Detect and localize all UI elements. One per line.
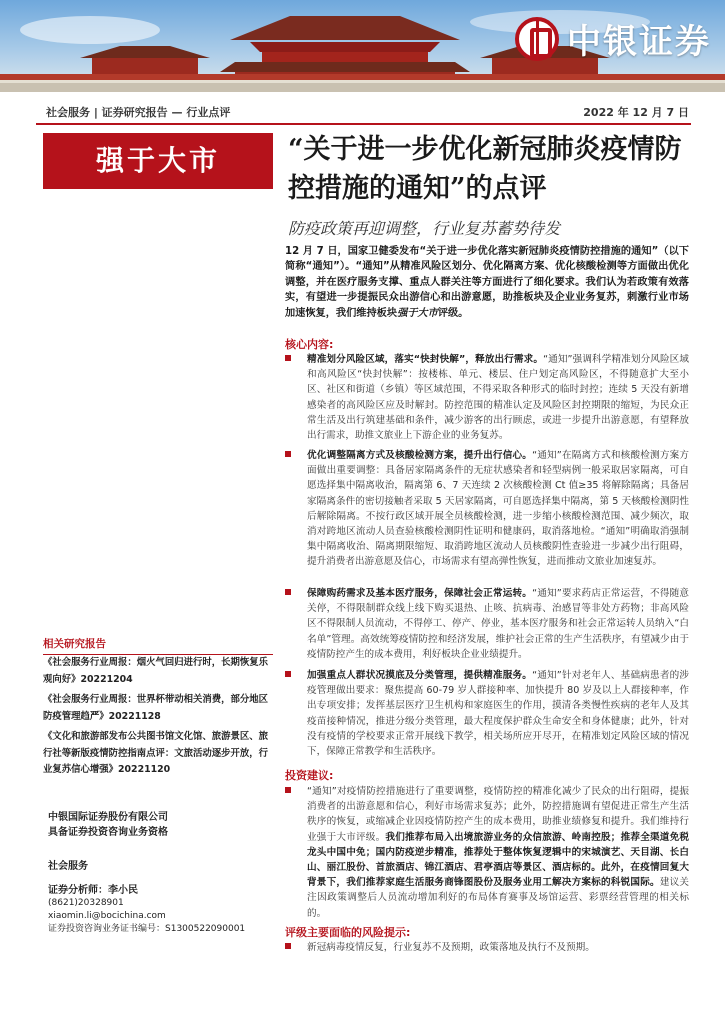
related-report-link[interactable]: 《社会服务行业周报：世界杯带动相关消费，部分地区防疫管理趋严》20221128 bbox=[43, 694, 269, 722]
core-item-text: “通知”要求药店正常运营，不得随意关停，不得限制群众线上线下购买退热、止咳、抗病毒、治感冒等非处方药物；非高风险区不得限制人员流动，不得停工、停产、停业，基本医疗服务和社会正常运转人员纳入“白名单”管理。高效统筹疫情防控和经济发展，维护社会正常的生产生活秩序，有望减少由于疫情防控产生的成本费用，利好板块企业业绩提升。 bbox=[307, 588, 689, 660]
page-title: “关于进一步优化新冠肺炎疫情防控措施的通知”的点评 bbox=[288, 134, 682, 204]
bullet-square-icon bbox=[285, 943, 291, 949]
analyst-name: 李小民 bbox=[108, 885, 138, 896]
risk-heading: 评级主要面临的风险提示: bbox=[285, 926, 411, 939]
bullet-square-icon bbox=[285, 671, 291, 677]
risk-text: 新冠病毒疫情反复，行业复苏不及预期，政策落地及执行不及预期。 bbox=[307, 942, 595, 953]
bank-of-china-logo-icon bbox=[515, 17, 559, 61]
investment-paragraph bbox=[285, 784, 689, 921]
header-banner bbox=[0, 0, 725, 92]
core-item-4 bbox=[285, 668, 689, 759]
firm-info bbox=[48, 810, 168, 840]
bullet-square-icon bbox=[285, 355, 291, 361]
sector-label: 社会服务 bbox=[48, 861, 88, 872]
analyst-email[interactable]: xiaomin.li@bocichina.com bbox=[48, 911, 166, 921]
firm-qualification: 具备证券投资咨询业务资格 bbox=[48, 827, 168, 838]
investment-text-b: 我们推荐布局入出境旅游业务的众信旅游、岭南控股；推荐全渠道免税龙头中国中免；国内防疫逆步精准，推荐处于整体恢复逻辑中的宋城演艺、天目湖、长白山、丽江股份、首旅酒店、锦江酒店、君亭酒店等景区、酒店标的。此外，在疫情回复大背景下，我们推荐家庭生活服务商锋图股份及服务业用工解决方案标的科锐国际。 bbox=[307, 831, 690, 889]
risk-paragraph bbox=[285, 940, 689, 955]
core-item-text: “通知”针对老年人、基础病患者的涉疫管理做出要求：聚焦提高 60-79 岁人群接种率、加快提升 80 岁及以上人群接种率，作出专项安排；发挥基层医疗卫生机构和家庭医生的作用，摸清各类慢性疾病的老年人及其疫苗接种情况，推进分级分类管理，最大程度保护群众生命安全和身体健康；此外，针对没有疫情的学校要求正常开展线下教学，相关场所应开尽开，在精准划定风险区域的情况下，保障正常教学和生活秩序。 bbox=[307, 670, 689, 758]
intro-end: 评级。 bbox=[437, 307, 469, 319]
bullet-square-icon bbox=[285, 589, 291, 595]
core-item-lead: 保障购药需求及基本医疗服务，保障社会正常运转。 bbox=[307, 588, 533, 599]
bullet-square-icon bbox=[285, 787, 291, 793]
intro-paragraph bbox=[285, 244, 689, 321]
rating-badge: 强于大市 bbox=[43, 133, 273, 189]
core-item-1 bbox=[285, 352, 689, 443]
investment-heading: 投资建议: bbox=[285, 769, 334, 782]
page-subtitle: 防疫政策再迎调整，行业复苏蓄势待发 bbox=[288, 219, 561, 238]
related-report-link[interactable]: 《文化和旅游部发布公共图书馆文化馆、旅游景区、旅行社等新版疫情防控指南点评：文旅活动逐步开放，行业复苏信心增强》20221120 bbox=[43, 731, 269, 775]
core-item-text: “通知”在隔离方式和核酸检测方案方面做出重要调整：具备居家隔离条件的无症状感染者和轻型病例一般采取居家隔离，可自愿选择集中隔离收治，隔离第 6、7 天连续 2 次核酸检测 Ct 值≥35 将解除隔离；具备居家隔离条件的密切接触者采取 5 天居家隔离，可自愿选择集中隔离，第 5 天核酸检测阴性后解除隔离。不按行政区域开展全员核酸检测，进一步缩小核酸检测范围、减少频次，取消对跨地区流动人员查验核酸检测阴性证明和健康码，取消落地检。“通知”明确取消强制集中隔离收治、隔离期限缩短、取消跨地区流动人员核酸阴性查验进一步减少出行阻碍，提升消费者出游意愿及信心，市场需求有望高弹性恢复，进而推动文旅业加速复苏。 bbox=[307, 450, 689, 568]
firm-name: 中银国际证券股份有限公司 bbox=[48, 812, 168, 823]
core-item-3 bbox=[285, 586, 689, 662]
core-heading: 核心内容: bbox=[285, 338, 334, 351]
report-date: 2022 年 12 月 7 日 bbox=[583, 106, 689, 119]
analyst-contact bbox=[48, 897, 245, 936]
breadcrumb: 社会服务 | 证券研究报告 — 行业点评 bbox=[46, 106, 231, 119]
brand-logo bbox=[515, 14, 711, 63]
investment-text-a: “通知”对疫情防控措施进行了重要调整，疫情防控的精准化减少了民众的出行阻碍，提振消费者的出游意愿和信心，利好市场需求复苏；此外，防控措施调有望促进正常生产生活秩序的恢复，或缩减企业因疫情防控产生的成本费用，助推业绩修复和提升。我们维持行业强于大市评级。 bbox=[307, 786, 689, 843]
analyst-certificate: 证券投资咨询业务证书编号：S1300522090001 bbox=[48, 924, 246, 934]
core-item-2 bbox=[285, 448, 689, 570]
related-reports-heading: 相关研究报告 bbox=[43, 636, 273, 655]
analyst-label: 证券分析师： bbox=[48, 885, 108, 896]
intro-main: 12 月 7 日，国家卫健委发布“关于进一步优化落实新冠肺炎疫情防控措施的通知”（以下简称“通知”）。“通知”从精准风险区划分、优化隔离方案、优化核酸检测等方面做出优化调整，并在医疗服务支撑、重点人群关注等方面进行了细化要求。我们认为若政策有效落实，有望进一步提振民众出游信心和出游意愿，助推板块及企业业务复苏，刺激行业市场加速恢复，我们维持板块 bbox=[285, 246, 689, 319]
bullet-square-icon bbox=[285, 451, 291, 457]
investment-text-c: 建议关注因政策调整后人员流动增加利好的布局体育赛事及场馆运营、彩票经营管理的相关标的。 bbox=[307, 877, 690, 919]
analyst-phone: (8621)20328901 bbox=[48, 898, 124, 908]
logo-text: 中银证券 bbox=[567, 22, 711, 62]
core-item-lead: 精准划分风险区域，落实“快封快解”，释放出行需求。 bbox=[307, 354, 544, 365]
core-item-lead: 加强重点人群状况摸底及分类管理，提供精准服务。 bbox=[307, 670, 533, 681]
core-item-lead: 优化调整隔离方式及核酸检测方案，提升出行信心。 bbox=[307, 450, 533, 461]
related-reports-list bbox=[43, 655, 273, 783]
analyst-line bbox=[48, 881, 138, 896]
intro-rating-ref: 强于大市 bbox=[397, 307, 438, 319]
core-item-text: “通知”强调科学精准划分风险区域和高风险区“快封快解”：按楼栋、单元、楼层、住户划定高风险区，不得随意扩大至小区、社区和街道（乡镇）等区域范围，不得采取各种形式的临时封控；连续 5 天没有新增感染者的高风险区应及时解封。防控范围的精准认定及风险区封控期限的缩短，为民众正常生活及出行筑建基础和条件，减少游客的出行顾虑，或进一步提升出游意愿，有望释放出行需求，助推文旅业上下游企业的业务复苏。 bbox=[307, 354, 689, 442]
related-report-link[interactable]: 《社会服务行业周报：烟火气回归进行时，长期恢复乐观向好》20221204 bbox=[43, 657, 269, 685]
